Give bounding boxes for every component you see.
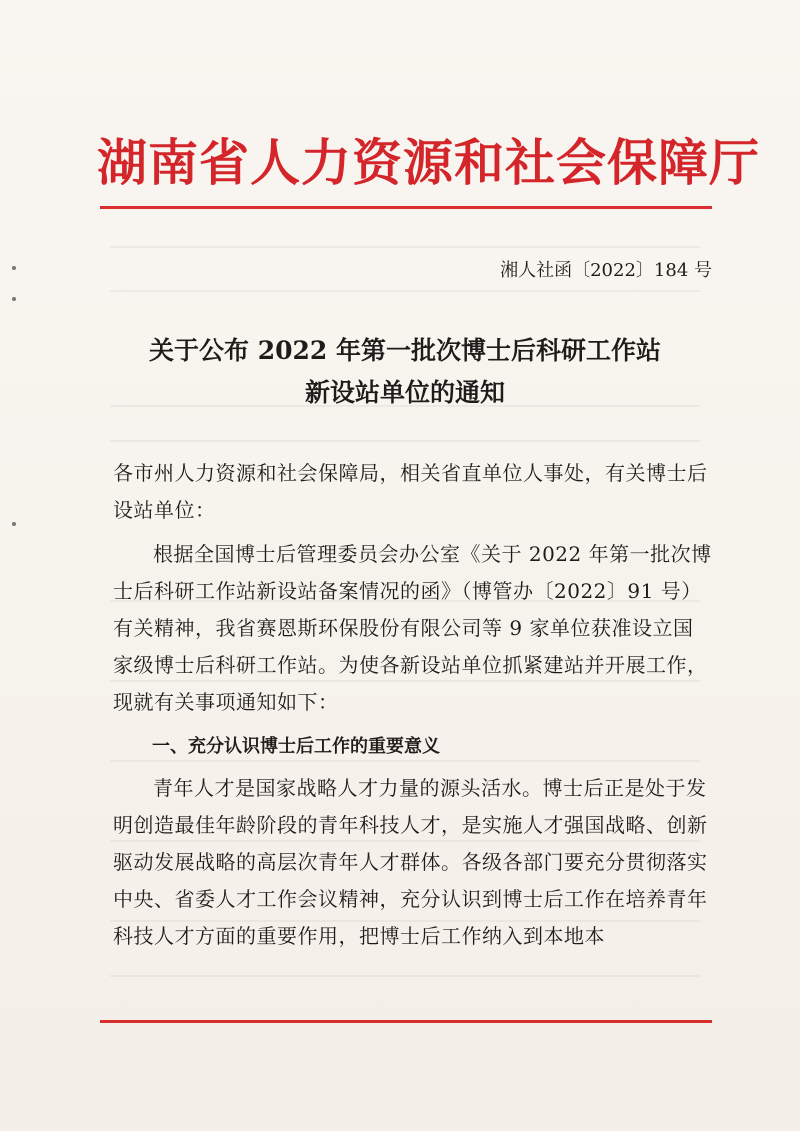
document-title-line-1: 关于公布 2022 年第一批次博士后科研工作站 <box>149 336 661 365</box>
scan-margin-mark <box>12 297 16 301</box>
paragraph-1: 根据全国博士后管理委员会办公室《关于 2022 年第一批次博士后科研工作站新设站备案情况的函》（博管办〔2022〕91 号）有关精神，我省赛恩斯环保股份有限公司等 9 家单位获准设立国家级博士后科研工作站。为使各新设站单位抓紧建站并开展工作，现就有关事项通知如下： <box>113 542 712 714</box>
bleed-through-line <box>110 246 700 248</box>
salutation: 各市州人力资源和社会保障局，相关省直单位人事处，有关博士后设站单位： <box>113 461 708 522</box>
document-title <box>105 330 705 414</box>
footer-red-rule <box>100 1020 712 1023</box>
bleed-through-line <box>110 975 700 977</box>
document-number: 湘人社函〔2022〕184 号 <box>500 260 712 281</box>
document-title-line-2: 新设站单位的通知 <box>304 378 505 407</box>
bleed-through-line <box>110 290 700 292</box>
letterhead-red-rule <box>100 206 712 209</box>
section-1-heading: 一、充分认识博士后工作的重要意义 <box>152 736 440 757</box>
bleed-through-line <box>110 440 700 442</box>
paragraph-2: 青年人才是国家战略人才力量的源头活水。博士后正是处于发明创造最佳年龄阶段的青年科技人才，是实施人才强国战略、创新驱动发展战略的高层次青年人才群体。各级各部门要充分贯彻落实中央、省委人才工作会议精神，充分认识到博士后工作在培养青年科技人才方面的重要作用，把博士后工作纳入到本地本 <box>113 776 708 948</box>
scan-margin-mark <box>12 522 16 526</box>
letterhead-agency: 湖南省人力资源和社会保障厅 <box>97 133 760 192</box>
scan-margin-mark <box>12 266 16 270</box>
